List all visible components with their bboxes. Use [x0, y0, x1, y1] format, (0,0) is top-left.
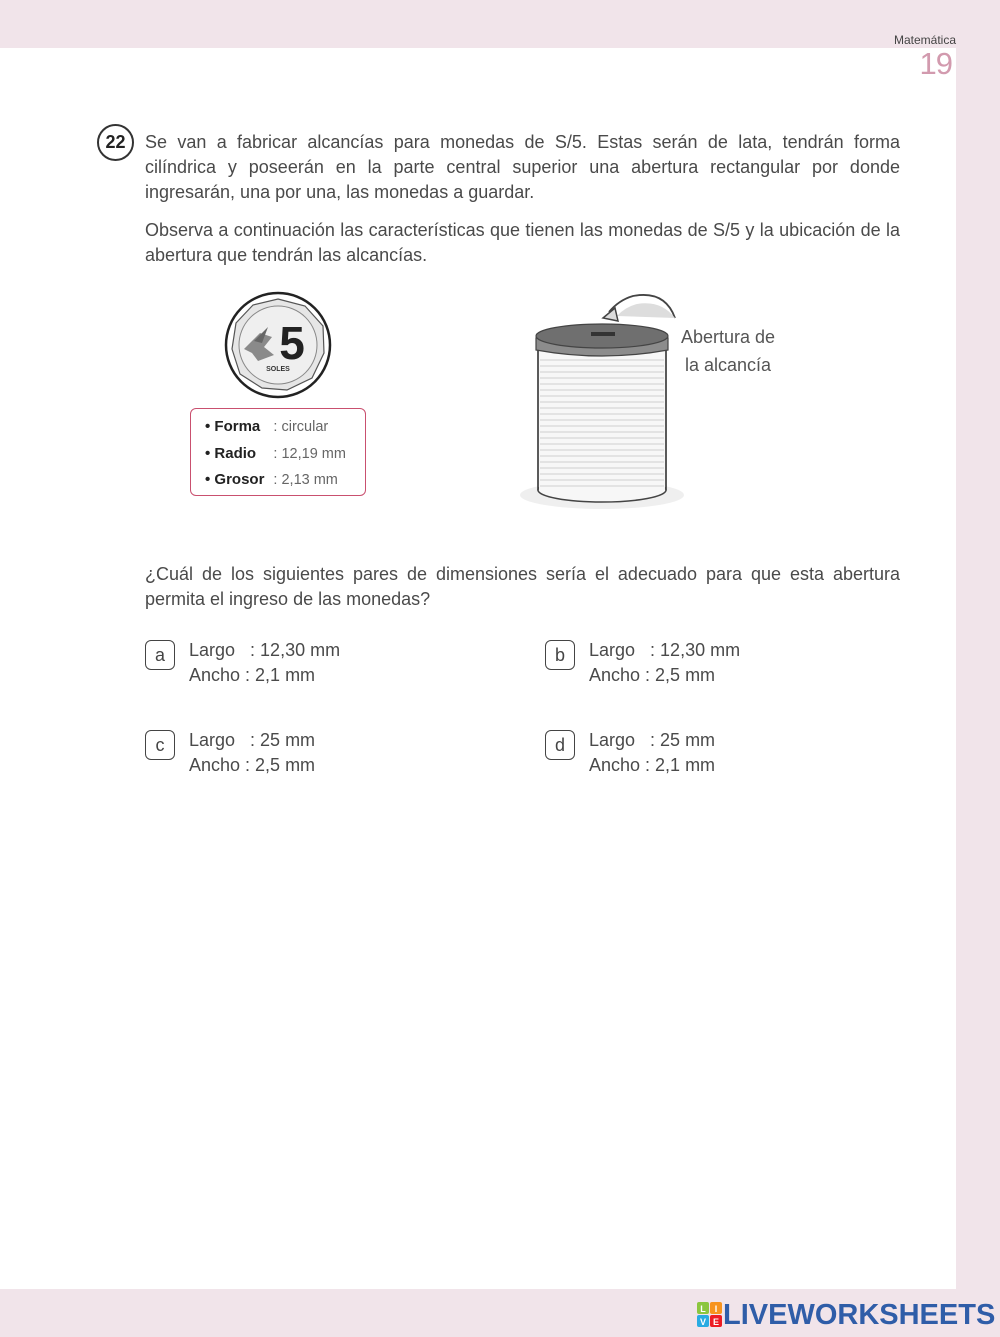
svg-text:I: I [714, 1304, 718, 1314]
liveworksheets-wordmark: LIVEWORKSHEETS [723, 1299, 996, 1331]
option-c-box[interactable]: c [145, 730, 175, 760]
opening-label [674, 323, 782, 379]
option-b-box[interactable]: b [545, 640, 575, 670]
svg-text:E: E [712, 1317, 720, 1327]
coin-info-box [190, 408, 366, 496]
liveworksheets-logo[interactable] [697, 1300, 995, 1330]
liveworksheets-badge-icon [697, 1302, 723, 1328]
info-name: Grosor [214, 471, 265, 488]
coin-info-grosor: • Grosor : 2,13 mm [205, 467, 365, 494]
option-b-largo: Largo : 12,30 mm [589, 640, 741, 660]
question-paragraph-2: Observa a continuación las características que tienen las monedas de S/5 y la ubicación de la abertura que tendrán las alcancías. [145, 220, 900, 265]
coin-illustration [224, 291, 332, 404]
question-number-badge: 22 [97, 124, 134, 161]
info-value: : 12,19 mm [273, 445, 346, 462]
can-image [515, 288, 690, 513]
question-prompt: ¿Cuál de los siguientes pares de dimensiones sería el adecuado para que esta abertura permita el ingreso de las monedas? [145, 564, 900, 609]
opening-label-line1: Abertura de [680, 327, 776, 347]
info-value: : 2,13 mm [273, 472, 338, 488]
option-a-largo: Largo : 12,30 mm [189, 640, 341, 660]
info-value: : circular [273, 419, 329, 435]
svg-text:L: L [700, 1304, 706, 1314]
piggy-bank-illustration [515, 288, 690, 518]
option-a-box[interactable]: a [145, 640, 175, 670]
option-d-box[interactable]: d [545, 730, 575, 760]
option-c-largo: Largo : 25 mm [189, 730, 316, 750]
option-d-ancho: Ancho : 2,1 mm [589, 755, 716, 775]
info-name: Forma [214, 418, 261, 435]
page-number: 19 [919, 46, 952, 81]
coin-image [224, 291, 332, 399]
svg-text:V: V [699, 1317, 707, 1327]
question-paragraph-1: Se van a fabricar alcancías para monedas de S/5. Estas serán de lata, tendrán forma cilíndrica y poseerán en la parte central superior una abertura rectangular por donde ingresarán, una por una, las monedas a guardar. [145, 132, 900, 202]
option-d-largo: Largo : 25 mm [589, 730, 716, 750]
info-name: Radio [214, 444, 257, 462]
subject-label: Matemática [893, 33, 956, 47]
option-a-ancho: Ancho : 2,1 mm [189, 665, 316, 685]
opening-label-line2: la alcancía [684, 355, 772, 375]
coin-label: SOLES [266, 366, 290, 373]
option-c-ancho: Ancho : 2,5 mm [189, 755, 316, 775]
coin-info-forma: • Forma : circular [205, 414, 365, 441]
coin-info-radio: • Radio : 12,19 mm [205, 441, 365, 468]
option-b-ancho: Ancho : 2,5 mm [589, 665, 716, 685]
coin-value: 5 [279, 317, 305, 369]
